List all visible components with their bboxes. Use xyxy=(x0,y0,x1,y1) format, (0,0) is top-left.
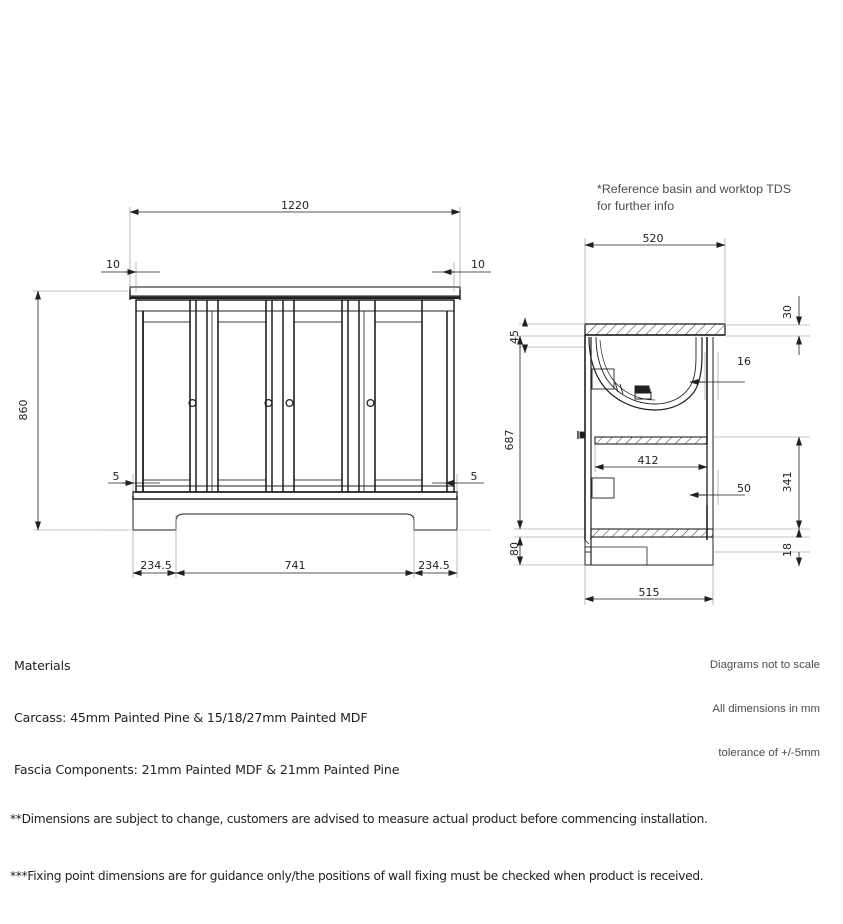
dim-label-5-right: 5 xyxy=(470,470,478,483)
materials-heading: Materials xyxy=(14,658,71,674)
reference-note: *Reference basin and worktop TDS for further info xyxy=(597,182,791,213)
footnote-dimensions: **Dimensions are subject to change, customers are advised to measure actual product before commencing installation. xyxy=(10,812,708,826)
dim-label-30: 30 xyxy=(781,305,794,319)
dim-label-412: 412 xyxy=(637,454,659,467)
dim-label-18: 18 xyxy=(781,543,794,557)
materials-fascia: Fascia Components: 21mm Painted MDF & 21mm Painted Pine xyxy=(14,761,400,777)
dim-label-234-5-right: 234.5 xyxy=(418,559,450,572)
dim-label-80: 80 xyxy=(508,542,521,556)
dim-label-50: 50 xyxy=(737,482,751,495)
side-section-geometry xyxy=(514,238,810,605)
dim-label-515: 515 xyxy=(638,586,660,599)
scale-note-line-3: tolerance of +/-5mm xyxy=(718,746,820,759)
door-4-geometry xyxy=(367,300,422,492)
dim-label-1220: 1220 xyxy=(281,199,309,212)
dim-lower-compartment xyxy=(714,437,810,529)
dim-label-16: 16 xyxy=(737,355,751,368)
footnote-fixing-points: ***Fixing point dimensions are for guidance only/the positions of wall fixing must be checked when product is received. xyxy=(10,869,704,883)
dim-label-5-left: 5 xyxy=(112,470,120,483)
front-elevation-geometry xyxy=(33,207,491,578)
dim-label-10-left: 10 xyxy=(106,258,120,271)
dim-label-860: 860 xyxy=(17,399,30,421)
dim-carcass-height xyxy=(514,336,584,529)
scale-note-line-2: All dimensions in mm xyxy=(712,702,820,715)
dim-label-687: 687 xyxy=(503,429,516,451)
door-1-geometry xyxy=(143,300,196,492)
dim-basin-offset xyxy=(519,318,584,353)
dim-worktop-thickness xyxy=(726,296,810,355)
door-2-geometry xyxy=(218,300,272,492)
dim-label-234-5-left: 234.5 xyxy=(140,559,172,572)
dim-label-520: 520 xyxy=(642,232,664,245)
dim-label-10-right: 10 xyxy=(471,258,485,271)
door-3-geometry xyxy=(286,300,342,492)
dim-worktop-depth xyxy=(585,238,725,326)
dim-plinth-height xyxy=(514,537,584,565)
scale-notes xyxy=(620,629,820,790)
dim-label-741: 741 xyxy=(284,559,306,572)
dim-label-45: 45 xyxy=(508,330,521,344)
dim-label-341: 341 xyxy=(781,471,794,493)
dim-plinth-recess xyxy=(714,529,810,566)
footnotes-block xyxy=(10,772,708,924)
dim-overall-height xyxy=(33,291,128,530)
materials-carcass: Carcass: 45mm Painted Pine & 15/18/27mm Painted MDF xyxy=(14,710,368,726)
dim-overall-width xyxy=(130,207,460,290)
scale-note-line-1: Diagrams not to scale xyxy=(709,659,820,672)
